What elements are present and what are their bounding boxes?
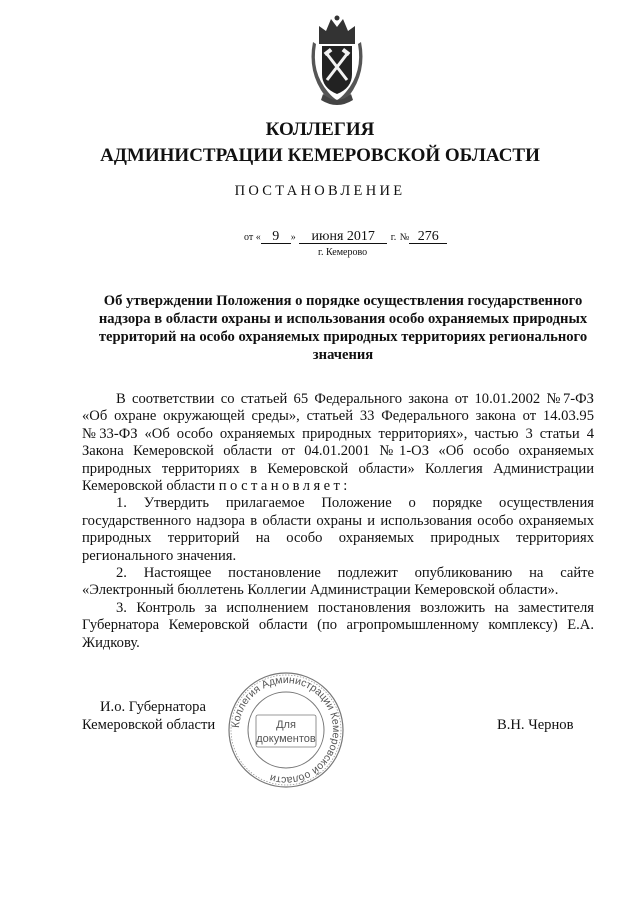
official-seal-stamp: [226, 670, 346, 790]
date-day: 9: [261, 230, 291, 244]
preamble-text: В соответствии со статьей 65 Федерального закона от 10.01.2002 №7-ФЗ «Об охране окружающей среды», статьей 33 Федерального закона от 14.03.95 №33-ФЗ «Об особо охраняемых природных территориях», частью 3 статьи 4 Закона Кемеровской области от 04.01.2001 №1-ОЗ «Об особо охраняемых природных территориях в Кемеровской области» Коллегия Администрации Кемеровской области: [82, 391, 594, 495]
stamp-ring-text: Коллегия Администрации Кемеровской области: [229, 673, 343, 787]
signatory-position-line1: И.о. Губернатора: [100, 699, 206, 715]
item-3: 3. Контроль за исполнением постановления возложить на заместителя Губернатора Кемеровской области (по агропромышленному комплексу) Е.А. Жидкову.: [82, 599, 594, 651]
item-1: 1. Утвердить прилагаемое Положение о порядке осуществления государственного надзора в области охраны и использования особо охраняемых природных территорий на особо охраняемых природных территориях регионального значения.: [82, 495, 594, 564]
collegium-title: КОЛЛЕГИЯ: [265, 119, 375, 140]
administration-title: АДМИНИСТРАЦИИ КЕМЕРОВСКОЙ ОБЛАСТИ: [100, 145, 540, 166]
signatory-name: В.Н. Чернов: [497, 717, 574, 733]
item-2: 2. Настоящее постановление подлежит опубликованию на сайте «Электронный бюллетень Коллегии Администрации Кемеровской области».: [82, 565, 594, 599]
number-sign: №: [399, 232, 410, 243]
date-number-line: [244, 229, 447, 245]
document-type: ПОСТАНОВЛЕНИЕ: [234, 183, 406, 199]
signatory-position-line2: Кемеровской области: [82, 717, 216, 733]
date-close-quote: »: [290, 232, 296, 243]
preamble-paragraph: [82, 391, 594, 495]
document-subject: Об утверждении Положения о порядке осуществления государственного надзора в области охраны и использования особо охраняемых природных территорий на особо охраняемых природных территориях регионального значения: [98, 293, 588, 363]
city: г. Кемерово: [318, 247, 368, 258]
document-number: 276: [409, 230, 447, 244]
date-month-year: июня 2017: [299, 230, 387, 244]
coat-of-arms-icon: [305, 14, 369, 108]
date-prefix: от «: [244, 232, 261, 243]
stamp-center-line1: Для: [276, 719, 296, 731]
year-suffix: г.: [390, 232, 397, 243]
document-body: [82, 391, 594, 652]
stamp-center-line2: документов: [256, 733, 316, 745]
decree-word: постановляет:: [218, 478, 351, 495]
